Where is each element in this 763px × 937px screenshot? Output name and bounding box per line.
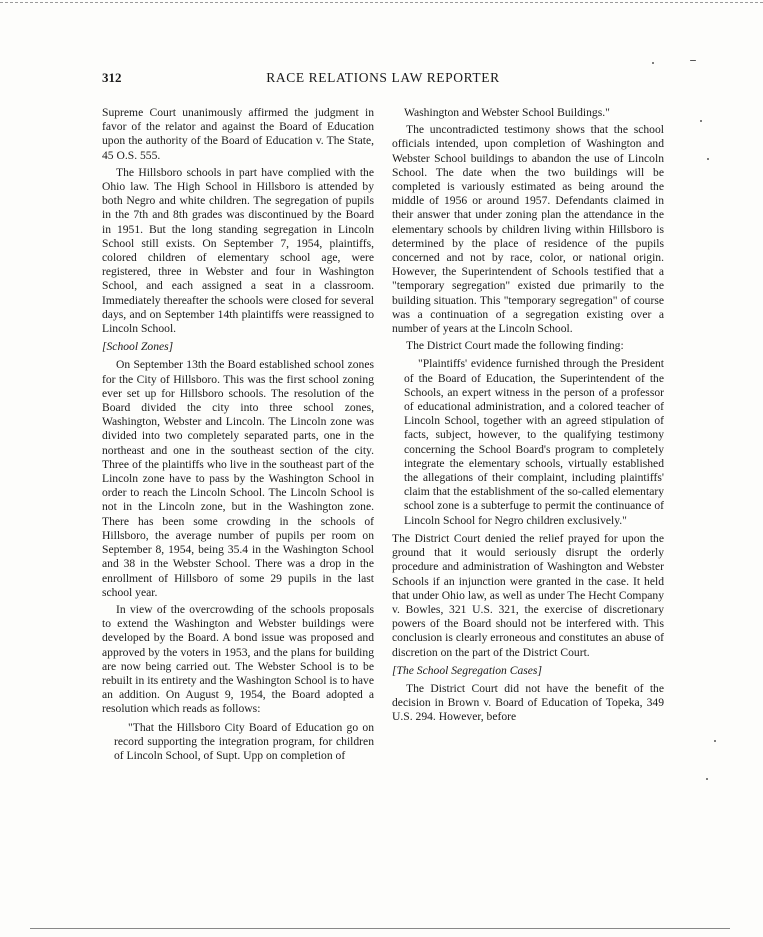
paragraph: On September 13th the Board established school zones for the City of Hillsboro. This was the first school zoning ever set up for Hillsboro schools. The resolution of the Board divided the city into three school zones, Washington, Webster and Lincoln. The Lincoln zone was divided into two completely separated parts, one in the northeast and one in the southeast section of the city. Three of the plaintiffs who live in the southeast part of the Lincoln zone have to pass by the Washington School in order to reach the Lincoln School. The Lincoln School is not in the Lincoln zone, but in the Washington zone. There has been some crowding in the schools of Hillsboro, the average number of pupils per room on September 8, 1954, being 35.4 in the Washington School and 38 in the Webster School. There was a drop in the enrollment of Hillsboro of some 29 pupils in the last school year. [102,358,374,599]
page-number: 312 [102,70,122,85]
block-quote-finding: "Plaintiffs' evidence furnished through the President of the Board of Education, the Superintendent of the Schools, an expert witness in the person of a professor of educational administration, and a colored teacher of Lincoln School, together with an agreed stipulation of facts, subject, however, to the qualifying testimony concerning the School Board's program to completely integrate the elementary schools, virtually established the allegations of their complaint, including plaintiffs' claim that the establishment of the so-called elementary school zone is a subterfuge to permit the continuance of Lincoln School for Negro children exclusively." [404,357,664,527]
top-scan-edge [0,2,763,3]
paragraph: The District Court did not have the benefit of the decision in Brown v. Board of Education of Topeka, 349 U.S. 294. However, before [392,681,664,724]
paragraph: Supreme Court unanimously affirmed the judgment in favor of the relator and against the Board of Education upon the authority of the Board of Education v. The State, 45 O.S. 555. [102,106,374,162]
section-heading-school-zones: [School Zones] [102,340,174,354]
paragraph: The District Court denied the relief prayed for upon the ground that it would seriously disrupt the orderly procedure and administration of Washington and Webster Schools if an injunction were granted in the case. It held that under Ohio law, as well as under The Hecht Company v. Bowles, 321 U.S. 321, the exercise of discretionary powers of the Board should not be interfered with. This conclusion is clearly erroneous and constitutes an abuse of discretion on the part of the District Court. [392,531,664,659]
block-quote-continued: Washington and Webster School Buildings." [404,106,610,119]
left-column [102,106,374,767]
running-title: RACE RELATIONS LAW REPORTER [266,70,500,85]
scan-speck [690,60,696,61]
block-quote: "That the Hillsboro City Board of Education go on record supporting the integration program, for children of Lincoln School, of Supt. Upp on completion of [114,720,374,762]
section-heading-segregation-cases: [The School Segregation Cases] [392,663,542,677]
scan-speck [706,778,708,780]
scan-speck [707,158,709,160]
paragraph: The uncontradicted testimony shows that the school officials intended, upon completion of Washington and Webster School buildings to abandon the use of Lincoln School. The date when the two buildings will be completed is variously estimated as being around the middle of 1956 or around 1957. Defendants claimed in their answer that under zoning plan the attendance in the elementary schools by children living within Hillsboro is determined by the place of residence of the pupils concerned and not by race, color, or national origin. However, the Superintendent of Schools testified that a "temporary segregation" existed due primarily to the building situation. This "temporary segregation" of course was a continuation of a segregation existing over a number of years at the Lincoln School. [392,123,664,336]
scan-speck [700,120,702,122]
paragraph: The District Court made the following finding: [406,339,624,353]
bottom-scan-edge [30,928,730,929]
paragraph: The Hillsboro schools in part have complied with the Ohio law. The High School in Hillsboro is attended by both Negro and white children. The segregation of pupils in the 7th and 8th grades was discontinued by the Board in 1951. But the long standing segregation in Lincoln School still exists. On September 7, 1954, plaintiffs, colored children of elementary school age, were registered, three in Webster and four in Washington School, and each assigned a seat in a classroom. Immediately thereafter the schools were closed for several days, and on September 14th plaintiffs were reassigned to Lincoln School. [102,165,374,336]
scan-speck [714,740,716,742]
scan-speck [652,62,654,64]
right-column [392,106,664,728]
page-header [102,70,664,88]
paragraph: In view of the overcrowding of the schools proposals to extend the Washington and Webster buildings were developed by the Board. A bond issue was proposed and approved by the voters in 1953, and the plans for building are now being carried out. The Webster School is to be rebuilt in its entirety and the Washington School is to have an addition. On August 9, 1954, the Board adopted a resolution which reads as follows: [102,602,374,716]
